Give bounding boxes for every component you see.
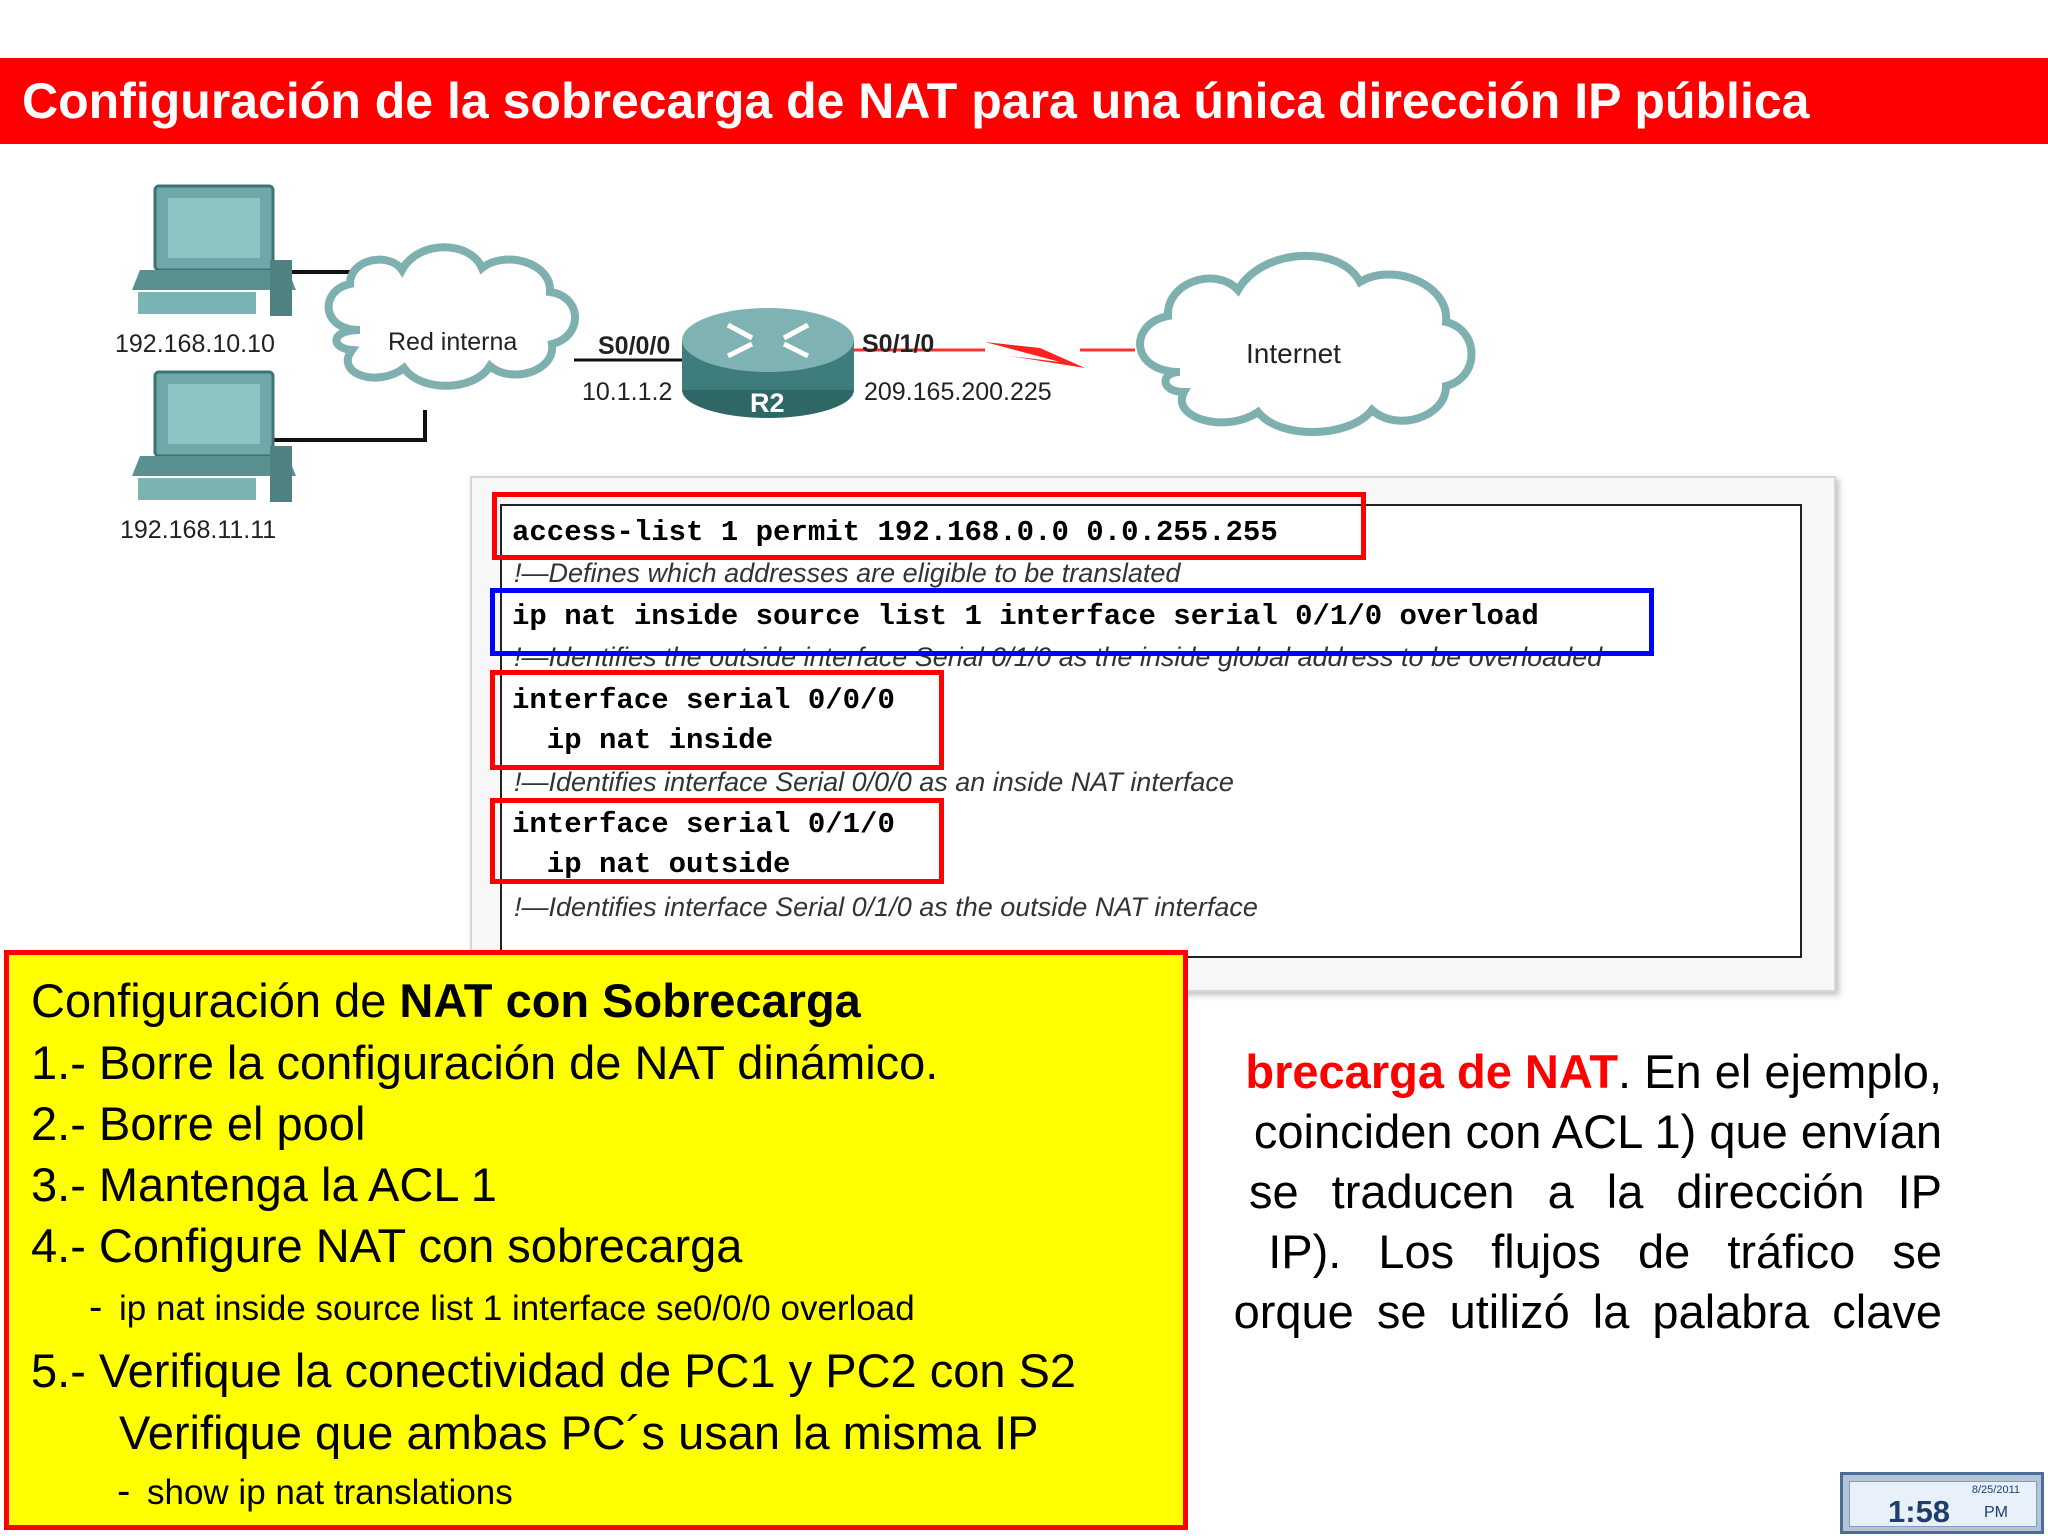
outside-ip-label: 209.165.200.225 <box>864 378 1052 406</box>
config-line-nat-outside: ip nat outside <box>512 848 791 881</box>
router-name-label: R2 <box>750 388 785 418</box>
highlight-access-list <box>492 492 1366 560</box>
highlight-interface-inside <box>490 670 944 770</box>
body-line-2: coinciden con ACL 1) que envían <box>1253 1105 1942 1158</box>
inside-cloud-icon <box>329 247 575 386</box>
clock-widget <box>1840 1472 2044 1534</box>
outside-interface-label: S0/1/0 <box>862 330 935 358</box>
body-paragraph <box>1160 1042 1942 1342</box>
instructions-note <box>4 950 1188 1530</box>
pc2-icon <box>132 372 296 502</box>
slide-title: Configuración de la sobrecarga de NAT para una única dirección IP pública <box>22 73 1810 129</box>
inside-ip-label: 10.1.1.2 <box>582 378 673 406</box>
note-step-4-command: ip nat inside source list 1 interface se0/0/0 overload <box>119 1289 915 1328</box>
clock-time: 1:58 <box>1888 1494 1951 1529</box>
config-comment-2: !—Identifies the outside interface Serial 0/1/0 as the inside global address to be overloaded <box>514 642 1603 672</box>
body-line-1 <box>1160 1042 1942 1102</box>
inside-interface-label: S0/0/0 <box>598 332 671 360</box>
config-line-nat-overload: ip nat inside source list 1 interface serial 0/1/0 overload <box>512 600 1539 633</box>
note-heading <box>31 973 861 1028</box>
note-step-4: 4.- Configure NAT con sobrecarga <box>31 1219 743 1272</box>
body-line-5: orque se utilizó la palabra clave <box>1233 1285 1942 1338</box>
pc1-ip-label: 192.168.10.10 <box>115 330 275 358</box>
note-step-5-dash: - <box>117 1469 131 1513</box>
config-comment-4: !—Identifies interface Serial 0/1/0 as the outside NAT interface <box>514 892 1258 922</box>
note-step-2: 2.- Borre el pool <box>31 1097 366 1150</box>
config-comment-1: !—Defines which addresses are eligible to be translated <box>514 558 1181 588</box>
clock-date: 8/25/2011 <box>1971 1484 2020 1496</box>
config-line-interface-outside: interface serial 0/1/0 <box>512 808 895 841</box>
pc2-ip-label: 192.168.11.11 <box>120 516 277 544</box>
body-line-1-highlight: brecarga de NAT <box>1245 1045 1619 1098</box>
note-step-5: 5.- Verifique la conectividad de PC1 y PC2 con S2 <box>31 1344 1077 1397</box>
note-step-5-sub: Verifique que ambas PC´s usan la misma IP <box>119 1406 1039 1459</box>
body-line-1-rest: . En el ejemplo, <box>1618 1045 1942 1098</box>
pc1-icon <box>132 186 296 316</box>
internet-cloud-label: Internet <box>1246 338 1341 369</box>
inside-cloud-label: Red interna <box>388 328 518 356</box>
note-step-1: 1.- Borre la configuración de NAT dinámico. <box>31 1036 939 1089</box>
note-heading-prefix: Configuración de <box>31 974 400 1027</box>
config-line-nat-inside: ip nat inside <box>512 724 774 757</box>
pc2-link <box>270 410 425 440</box>
note-heading-bold: NAT con Sobrecarga <box>399 974 861 1027</box>
config-comment-3: !—Identifies interface Serial 0/0/0 as an inside NAT interface <box>514 767 1234 797</box>
config-line-interface-inside: interface serial 0/0/0 <box>512 684 895 717</box>
highlight-interface-outside <box>490 798 944 884</box>
note-step-4-dash: - <box>89 1285 103 1329</box>
serial-lightning-icon <box>985 342 1085 368</box>
body-line-4: IP). Los flujos de tráfico se <box>1268 1225 1942 1278</box>
highlight-nat-overload <box>490 588 1654 656</box>
config-line-access-list: access-list 1 permit 192.168.0.0 0.0.255.255 <box>512 516 1278 549</box>
clock-face <box>1849 1481 2037 1527</box>
note-step-5-command: show ip nat translations <box>147 1473 513 1512</box>
body-line-3: se traducen a la dirección IP <box>1248 1165 1942 1218</box>
note-step-3: 3.- Mantenga la ACL 1 <box>31 1158 497 1211</box>
clock-ampm: PM <box>1984 1504 2008 1521</box>
